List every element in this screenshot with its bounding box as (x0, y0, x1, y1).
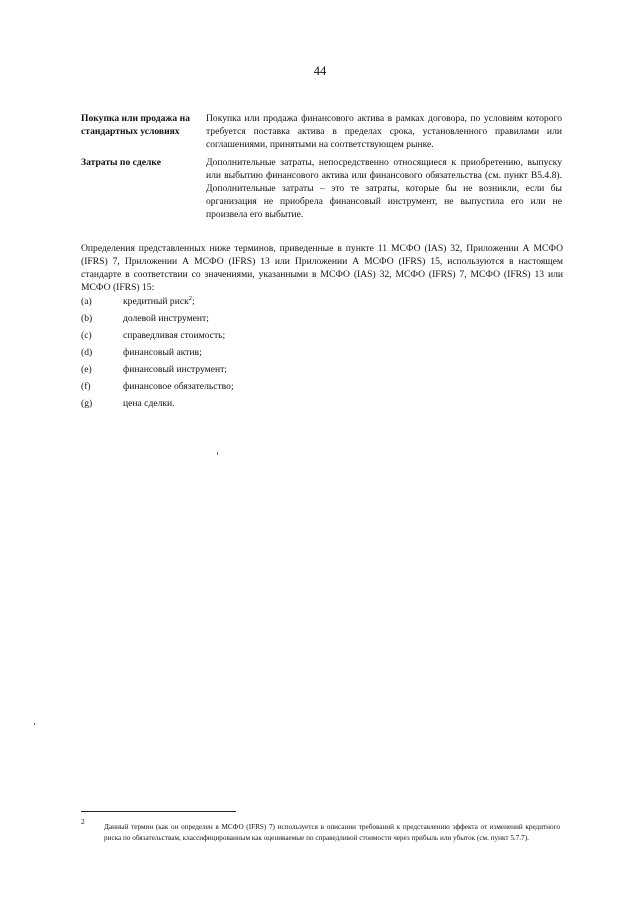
list-marker: (g) (81, 398, 93, 409)
scan-speck (217, 452, 218, 455)
list-text (123, 295, 195, 309)
footnote-mark: 2 (81, 817, 85, 826)
definition-term-regular-way-purchase: Покупка или продажа на стандартных условиях (81, 113, 190, 137)
list-text: финансовый инструмент; (123, 364, 227, 375)
list-text: справедливая стоимость; (123, 330, 226, 341)
list-marker: (e) (81, 364, 92, 375)
list-item (81, 312, 563, 326)
list-text: цена сделки. (123, 398, 175, 409)
definition-text-transaction-costs: Дополнительные затраты, непосредственно относящиеся к приобретению, выпуску или выбытию финансового актива или финансового обязательства (см. пункт В5.4.8). Дополнительные затраты – это те затраты, которые бы не возникли, если бы организация не приобрела финансовый инструмент, не выпустила его или не произвела его выбытие. (206, 157, 562, 220)
list-item (81, 329, 563, 343)
list-text: финансовый актив; (123, 347, 202, 358)
footnote-reference: 2 (188, 294, 193, 302)
list-text-tail: ; (192, 296, 195, 307)
list-text-term: кредитный риск (123, 296, 189, 307)
footnote-separator (81, 811, 236, 812)
list-text: финансовое обязательство; (123, 381, 234, 392)
list-item (81, 380, 563, 394)
list-item (81, 397, 563, 411)
page-number: 44 (313, 64, 327, 78)
list-item (81, 346, 563, 360)
list-item (81, 295, 563, 309)
list-item (81, 363, 563, 377)
list-marker: (c) (81, 330, 92, 341)
list-marker: (f) (81, 381, 91, 392)
intro-paragraph: Определения представленных ниже терминов, приведенные в пункте 11 МСФО (IAS) 32, Приложении А МСФО (IFRS) 7, Приложении А МСФО (IFRS) 13 или Приложении А МСФО (IFRS) 15, используются в настоящем стандарте в соответствии со значениями, указанными в МСФО (IAS) 32, МСФО (IFRS) 7, МСФО (IFRS) 13 или МСФО (IFRS) 15: (81, 243, 563, 293)
list-marker: (a) (81, 296, 92, 307)
footnote-text: Данный термин (как он определен в МСФО (IFRS) 7) используется в описании требований к представлению эффекта от изменений кредитного риска по обязательствам, классифицированным как оцениваемые по справедливой стоимости через прибыль или убыток (см. пункт 5.7.7). (104, 823, 560, 842)
list-marker: (b) (81, 313, 93, 324)
scan-speck (34, 723, 35, 725)
definition-text-regular-way-purchase: Покупка или продажа финансового актива в рамках договора, по условиям которого требуется поставка актива в пределах срока, установленного правилами или соглашениями, принятыми на соответствующем рынке. (206, 113, 562, 150)
list-text: долевой инструмент; (123, 313, 209, 324)
list-marker: (d) (81, 347, 93, 358)
definition-term-transaction-costs: Затраты по сделке (81, 157, 161, 168)
